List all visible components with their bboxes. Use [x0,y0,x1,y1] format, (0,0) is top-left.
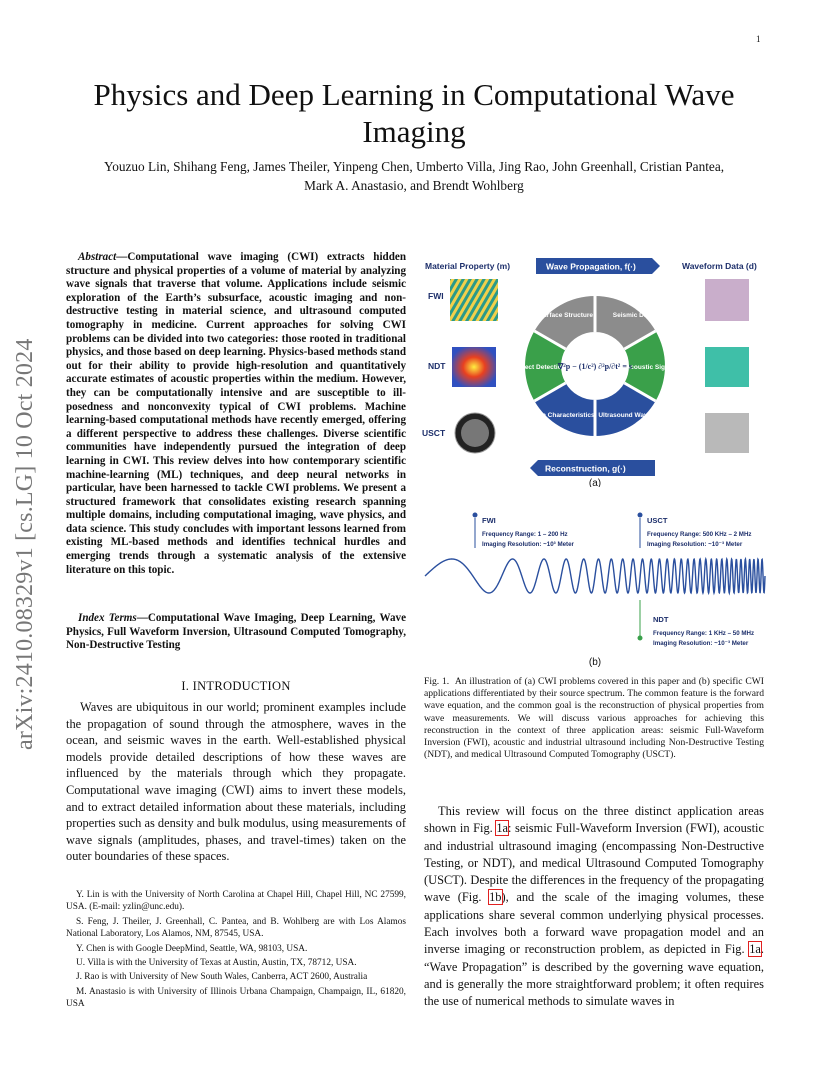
body-paragraph [424,803,764,1011]
footnote: M. Anastasio is with University of Illinois Urbana Champaign, Champaign, IL, 61820, USA [66,986,406,1010]
author-list: Youzuo Lin, Shihang Feng, James Theiler, Yinpeng Chen, Umberto Villa, Jing Rao, John Greenhall, Cristian Pantea, Mark A. Anastasio, and Brendt Wohlberg [103,159,725,193]
material-property-label: Material Property (m) [425,261,511,271]
figure-ref-link[interactable]: 1a [496,821,509,836]
body-text: ), and the scale of the imaging volumes, these applications share several common underlying physical processes. Each involves both a forward wave propagation model and an inverse imaging or reconstruction problem, as depicted in Fig. [424,890,764,957]
figure-1b-sublabel: (b) [588,657,602,668]
segment-label: Acoustic Signal [625,364,675,371]
ndt-row-label: NDT [428,361,446,371]
fwi-label: FWI [482,516,496,525]
fwi-seismic-data-image [705,279,749,321]
waveform-data-label: Waveform Data (d) [682,261,757,271]
footnote: S. Feng, J. Theiler, J. Greenhall, C. Pantea, and B. Wohlberg are with Los Alamos National Laboratory, Los Alamos, NM, 87545, USA. [66,916,406,940]
figure-ref-link[interactable]: 1a [749,942,761,957]
page-number: 1 [756,34,761,44]
footnotes [66,889,406,1013]
figure-caption [424,676,764,761]
abstract-label: Abstract [78,251,117,263]
figure-1a [420,255,770,487]
abstract [66,251,406,577]
fwi-frequency: Frequency Range: 1 – 200 Hz [482,531,568,538]
figure-ref-link[interactable]: 1b [489,890,502,905]
body-text: This review will focus on the three distinct application areas shown in Fig. [424,804,764,836]
figure-1b [420,510,770,670]
caption-lead: Fig. 1. [424,676,450,687]
segment-label: Subsurface Structure [526,312,594,319]
reconstruction-label: Reconstruction, g(·) [545,463,626,474]
ndt-resolution: Imaging Resolution: ~10⁻³ Meter [653,640,749,647]
wave-propagation-label: Wave Propagation, f(·) [546,261,636,272]
abstract-text: —Computational wave imaging (CWI) extracts hidden structure and physical properties of a volume of material by analyzing wave signals that traverse that volume. Applications include seismic exploration of the Earth’s subsurface, acoustic imaging and non-destructive testing in material science, and ultrasound computed tomography in medicine. Current approaches for solving CWI problems can be divided into two categories: those rooted in traditional physics, and those based on deep learning. Physics-based methods stand out for their ability to provide high-resolution and quantitatively accurate estimates of acoustic properties within the medium. However, they can be computationally intensive and are susceptible to ill-posedness and nonconvexity typical of CWI problems. Machine learning-based computational methods have recently emerged, offering a different perspective to address these challenges. Diverse scientific communities have independently pursued the integration of deep learning in CWI. This review delves into how contemporary scientific machine-learning (ML) techniques, and deep neural networks in particular, have been harnessed to tackle CWI problems. We present a structured framework that consolidates existing research spanning multiple domains, including computational imaging, wave physics, and data science. This study concludes with important lessons learned from existing ML-based methods and identifies technical hurdles and emerging trends through a systematic analysis of the extensive literature on this topic. [66,251,406,576]
footnote: U. Villa is with the University of Texas at Austin, Austin, TX, 78712, USA. [76,958,357,969]
wave-equation: ∇²p − (1/c²) ∂²p/∂t² = s [558,362,632,371]
figure-1a-sublabel: (a) [588,478,602,487]
body-text: : seismic Full-Waveform Inversion (FWI), acoustic and industrial ultrasound imaging (encompassing Non-Destructive Testing, or NDT), and medical Ultrasound Computed Tomography (USCT). Despite the differences in the frequency of the propagating wave (Fig. [424,821,764,905]
ndt-label: NDT [653,615,669,624]
usct-resolution: Imaging Resolution: ~10⁻³ Meter [647,541,743,548]
caption-text: An illustration of (a) CWI problems covered in this paper and (b) specific CWI applications differentiated by their source spectrum. The common feature is the forward wave equation, and the common goal is the reconstruction of physical properties from wave measurements. We will discuss various approaches for achieving this reconstruction in the context of three application areas: seismic Full-Waveform Inversion (FWI), acoustic and industrial ultrasound including Non-Destructive Testing (NDT), and medical Ultrasound Computed Tomography (USCT). [424,676,765,761]
frequency-chirp-wave [425,559,765,593]
segment-label: Tissue Characteristics [525,412,595,419]
fwi-row-label: FWI [428,291,444,301]
segment-label: Seismic Data [612,312,654,319]
footnote: Y. Chen is with Google DeepMind, Seattle, WA, 98103, USA. [76,943,308,954]
paper-title: Physics and Deep Learning in Computational Wave Imaging [93,77,735,149]
footnote: Y. Lin is with the University of North Carolina at Chapel Hill, Chapel Hill, NC 27599, USA. (E-mail: yzlin@unc.edu). [66,890,406,913]
body-text: . “Wave Propagation” is described by the governing wave equation, and is generally the more straightforward problem; it often requires the use of numerical methods to simulate waves in [424,942,764,1009]
usct-frequency: Frequency Range: 500 KHz – 2 MHz [647,531,752,538]
fwi-velocity-model-image [450,279,498,321]
usct-label: USCT [647,516,668,525]
fwi-resolution: Imaging Resolution: ~10³ Meter [482,541,574,548]
arxiv-identifier[interactable]: arXiv:2410.08329v1 [cs.LG] 10 Oct 2024 [12,338,38,750]
ndt-defect-image [452,347,496,387]
section-heading: I. INTRODUCTION [181,679,291,693]
ndt-acoustic-signal-image [705,347,749,387]
usct-row-label: USCT [422,428,446,438]
segment-label: Ultrasound Waveform [598,412,666,419]
segment-label: Defect Detection [514,364,566,371]
usct-waveform-image [705,413,749,453]
index-terms-label: Index Terms [78,612,137,624]
index-terms [66,612,406,653]
index-terms-text: —Computational Wave Imaging, Deep Learning, Wave Physics, Full Waveform Inversion, Ultrasound Computed Tomography, Non-Destructive Testing [66,612,406,652]
ndt-frequency: Frequency Range: 1 KHz – 50 MHz [653,630,755,637]
intro-paragraph: Waves are ubiquitous in our world; prominent examples include the propagation of sound through the atmosphere, waves in the ocean, and seismic waves in the earth. Well-established physical models provide detailed descriptions of how these waves are influenced by the materials through which they propagate. Computational wave imaging (CWI) aims to invert these models, and to extract detailed information about these materials, including properties such as density and bulk modulus, using measurements of wave signals (amplitudes, phases, and travel-times) taken on the outer boundaries of these spaces. [66,700,406,864]
footnote: J. Rao is with University of New South Wales, Canberra, ACT 2600, Australia [76,972,368,983]
